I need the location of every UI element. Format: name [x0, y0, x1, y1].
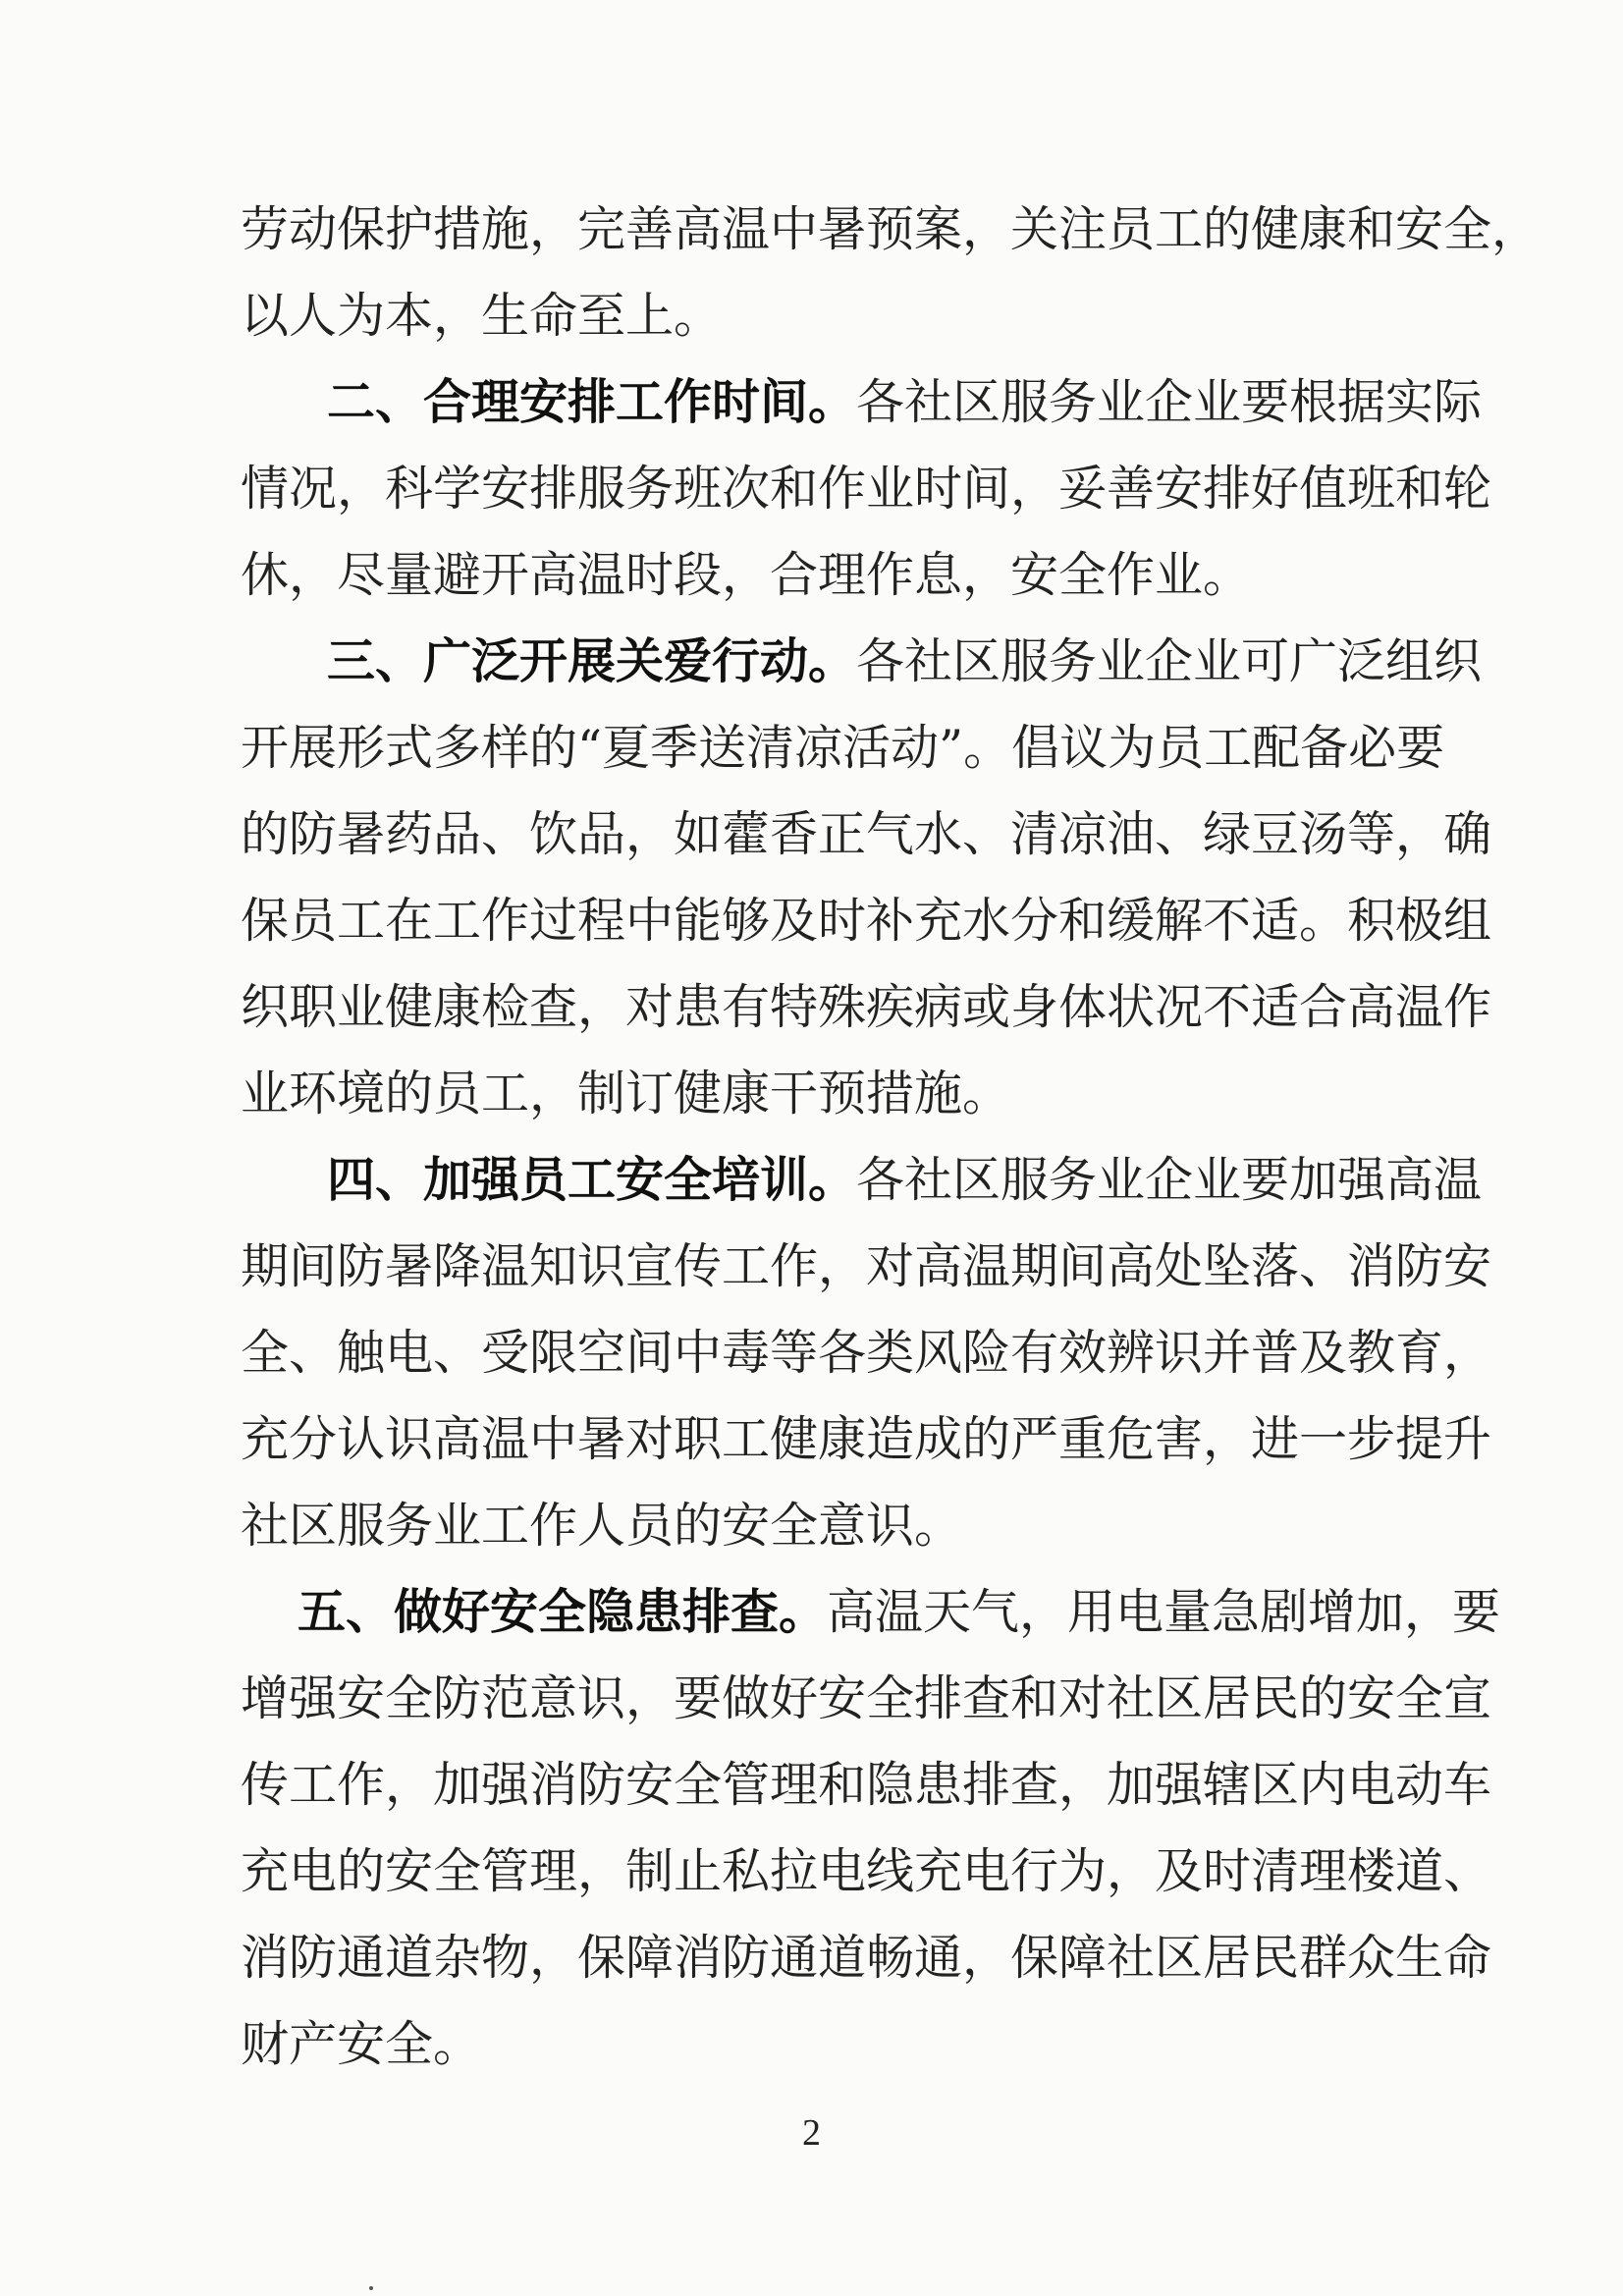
line-text: 高温天气，用电量急剧增加，要 — [827, 1584, 1501, 1640]
paragraph-line — [241, 878, 1492, 964]
section-heading-line — [241, 619, 1483, 705]
paragraph-line — [241, 1396, 1492, 1483]
scan-speck — [369, 2286, 373, 2290]
paragraph-line — [241, 2001, 1389, 2088]
line-text: 充分认识高温中暑对职工健康造成的严重危害，进一步提升 — [241, 1411, 1492, 1467]
paragraph-line — [241, 532, 1389, 619]
paragraph-line — [241, 1310, 1492, 1396]
line-text: 休，尽量避开高温时段，合理作息，安全作业。 — [241, 547, 1252, 603]
line-text: 各社区服务业企业要根据实际 — [856, 374, 1483, 430]
paragraph-line — [241, 273, 1389, 359]
paragraph-line — [241, 705, 1445, 792]
line-text: 各社区服务业企业要加强高温 — [856, 1152, 1483, 1208]
section-heading: 三、广泛开展关爱行动。 — [327, 633, 857, 689]
paragraph-line — [241, 1483, 1389, 1569]
paragraph-line — [241, 1915, 1492, 2001]
line-text: 传工作，加强消防安全管理和隐患排查，加强辖区内电动车 — [241, 1757, 1492, 1813]
section-heading: 五、做好安全隐患排查。 — [298, 1584, 828, 1640]
paragraph-line — [241, 1656, 1492, 1742]
line-text: 全、触电、受限空间中毒等各类风险有效辨识并普及教育， — [241, 1325, 1492, 1381]
line-text: 织职业健康检查，对患有特殊疾病或身体状况不适合高温作 — [241, 979, 1492, 1035]
line-text: 增强安全防范意识，要做好安全排查和对社区居民的安全宣 — [241, 1670, 1492, 1726]
line-text: 业环境的员工，制订健康干预措施。 — [241, 1066, 1011, 1121]
section-heading-line — [241, 1137, 1483, 1224]
line-text: 各社区服务业企业可广泛组织 — [856, 633, 1483, 689]
section-heading-line — [241, 1569, 1501, 1656]
paragraph-line — [241, 1224, 1492, 1310]
paragraph-line — [241, 792, 1492, 878]
page-number: 2 — [802, 2112, 821, 2154]
line-text: 社区服务业工作人员的安全意识。 — [241, 1498, 963, 1554]
line-text: 开展形式多样的“夏季送清凉活动”。倡议为员工配备必要 — [241, 720, 1445, 776]
line-text: 以人为本，生命至上。 — [241, 288, 723, 344]
section-heading: 四、加强员工安全培训。 — [327, 1152, 857, 1208]
line-text: 期间防暑降温知识宣传工作，对高温期间高处坠落、消防安 — [241, 1238, 1492, 1294]
document-body — [241, 187, 1541, 2088]
paragraph-line — [241, 187, 1541, 273]
line-text: 充电的安全管理，制止私拉电线充电行为，及时清理楼道、 — [241, 1843, 1492, 1899]
section-heading-line — [241, 359, 1483, 446]
line-text: 财产安全。 — [241, 2016, 482, 2072]
line-text: 情况，科学安排服务班次和作业时间，妥善安排好值班和轮 — [241, 461, 1492, 517]
line-text: 消防通道杂物，保障消防通道畅通，保障社区居民群众生命 — [241, 1930, 1492, 1986]
line-text: 劳动保护措施，完善高温中暑预案，关注员工的健康和安全， — [241, 201, 1541, 257]
paragraph-line — [241, 1051, 1389, 1137]
paragraph-line — [241, 1742, 1492, 1829]
line-text: 保员工在工作过程中能够及时补充水分和缓解不适。积极组 — [241, 893, 1492, 949]
line-text: 的防暑药品、饮品，如藿香正气水、清凉油、绿豆汤等，确 — [241, 806, 1492, 862]
section-heading: 二、合理安排工作时间。 — [327, 374, 857, 430]
paragraph-line — [241, 1829, 1492, 1915]
paragraph-line — [241, 964, 1492, 1051]
paragraph-line — [241, 446, 1492, 532]
